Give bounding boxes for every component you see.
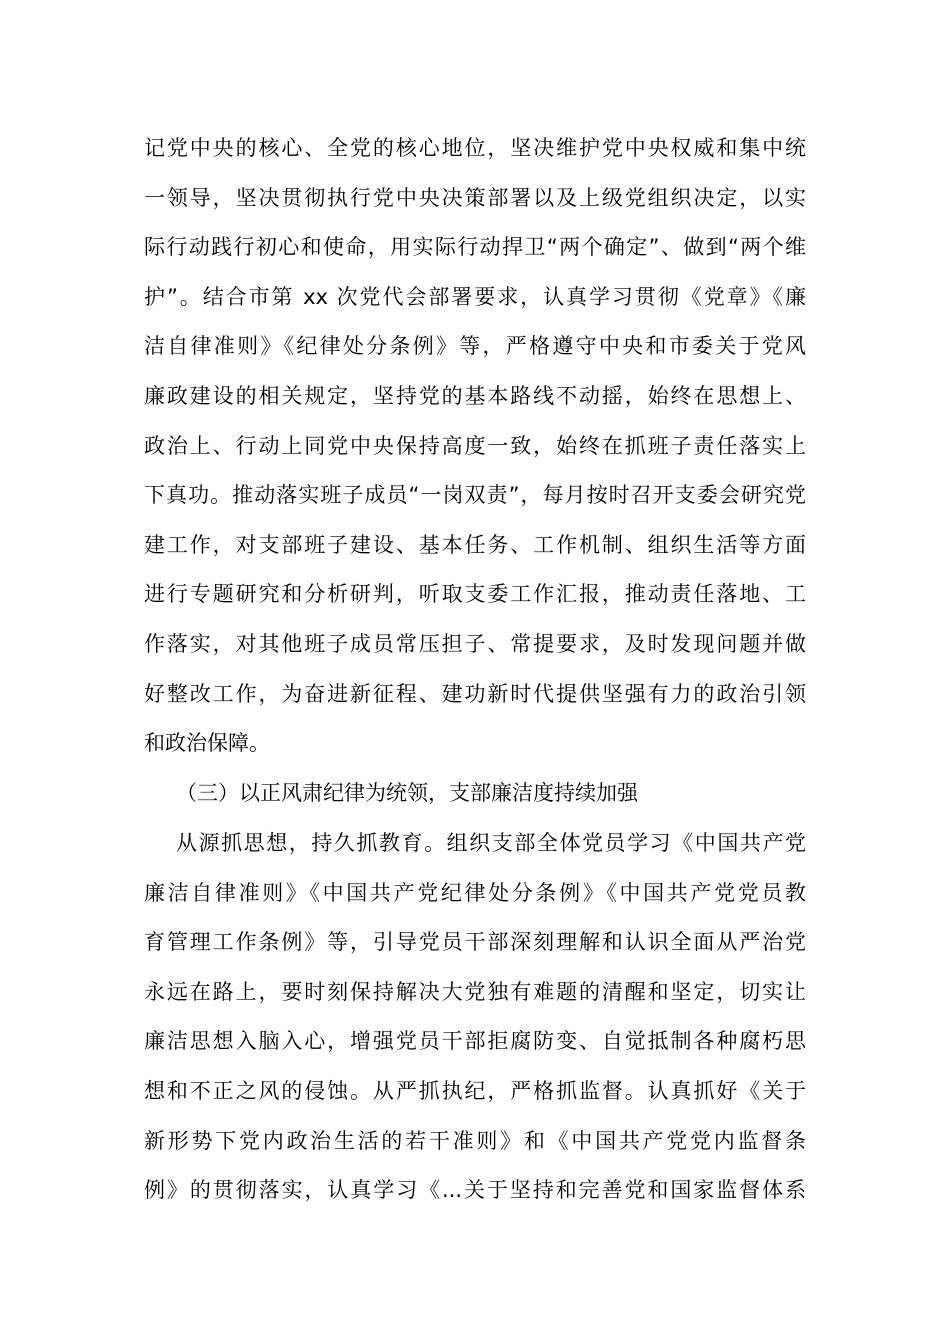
text-line: 建工作，对支部班子建设、基本任务、工作机制、组织生活等方面 (144, 532, 806, 557)
text-line: 廉洁自律准则》《中国共产党纪律处分条例》《中国共产党党员教 (144, 880, 806, 905)
text-line: 新形势下党内政治生活的若干准则》和《中国共产党党内监督条 (144, 1128, 806, 1153)
text-line: 记党中央的核心、全党的核心地位，坚决维护党中央权威和集中统 (144, 136, 806, 160)
section-heading (144, 769, 806, 819)
text-line: 例》的贯彻落实，认真学习《...关于坚持和完善党和国家监督体系 (144, 1178, 806, 1203)
text-line: 进行专题研究和分析研判，听取支委工作汇报，推动责任落地、工 (144, 582, 806, 607)
text-line: 洁自律准则》《纪律处分条例》等，严格遵守中央和市委关于党风 (144, 334, 806, 359)
text-line: 作落实，对其他班子成员常压担子、常提要求，及时发现问题并做 (144, 631, 806, 656)
text-line: 廉洁思想入脑入心，增强党员干部拒腐防变、自觉抵制各种腐朽思 (144, 1029, 806, 1054)
text-line: 永远在路上，要时刻保持解决大党独有难题的清醒和坚定，切实让 (144, 979, 806, 1004)
text-line: 下真功。推动落实班子成员“一岗双责”，每月按时召开支委会研究党 (144, 483, 806, 508)
text-line: 护”。结合市第 xx 次党代会部署要求，认真学习贯彻《党章》《廉 (144, 284, 806, 309)
body-paragraph-1 (144, 124, 806, 769)
text-line: 好整改工作，为奋进新征程、建功新时代提供坚强有力的政治引领 (144, 681, 806, 706)
text-line: 想和不正之风的侵蚀。从严抓执纪，严格抓监督。认真抓好《关于 (144, 1078, 806, 1103)
text-line: 一领导，坚决贯彻执行党中央决策部署以及上级党组织决定，以实 (144, 185, 806, 210)
body-paragraph-2 (144, 819, 806, 1216)
text-line: 际行动践行初心和使命，用实际行动捍卫“两个确定”、做到“两个维 (144, 235, 806, 260)
text-line: 廉政建设的相关规定，坚持党的基本路线不动摇，始终在思想上、 (144, 383, 806, 408)
text-line: 和政治保障。 (144, 731, 270, 756)
text-line: 从源抓思想，持久抓教育。组织支部全体党员学习《中国共产党 (176, 831, 806, 855)
text-line: 育管理工作条例》等，引导党员干部深刻理解和认识全面从严治党 (144, 930, 806, 955)
text-line: 政治上、行动上同党中央保持高度一致，始终在抓班子责任落实上 (144, 433, 806, 458)
section-heading-text: （三）以正风肃纪律为统领，支部廉洁度持续加强 (176, 781, 638, 805)
